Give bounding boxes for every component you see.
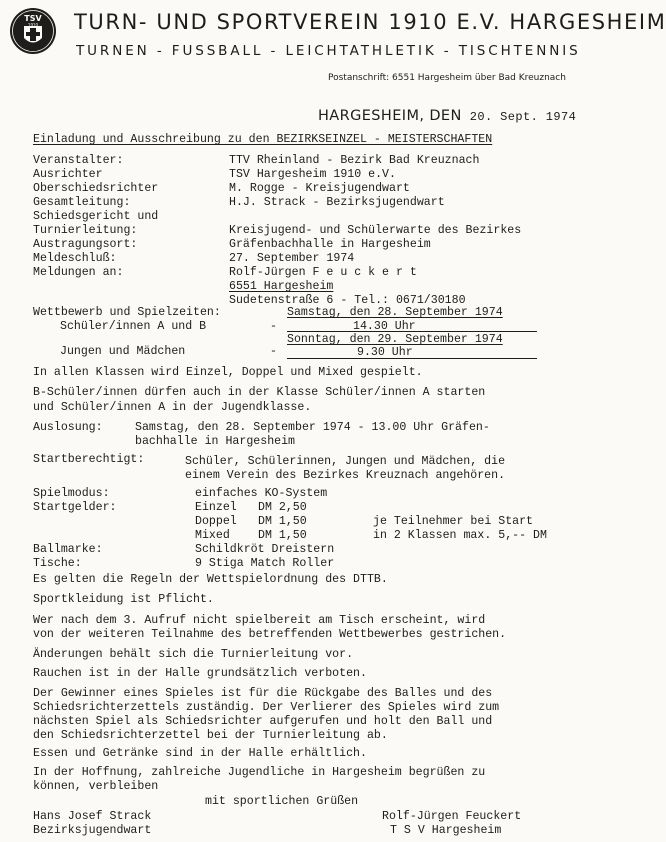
- date-place: HARGESHEIM, DEN: [318, 108, 462, 124]
- detail-label: Veranstalter:: [33, 154, 124, 167]
- detail-value: Rolf-Jürgen F e u c k e r t: [229, 266, 417, 279]
- fee-name: Einzel: [195, 501, 237, 514]
- fee-name: Doppel: [195, 515, 237, 528]
- draw-label: Auslosung:: [33, 421, 103, 434]
- detail-value: 27. September 1974: [229, 252, 355, 265]
- details-labels: [33, 154, 158, 280]
- schedule-time-1: 14.30 Uhr: [353, 320, 416, 333]
- schedule-group-2: Jungen und Mädchen: [60, 345, 186, 358]
- signature-right-name: Rolf-Jürgen Feuckert: [382, 810, 522, 823]
- detail-label: Austragungsort:: [33, 238, 138, 251]
- detail-label: Gesamtleitung:: [33, 196, 131, 209]
- draw-line-2: bachhalle in Hargesheim: [135, 435, 296, 448]
- tables-value: 9 Stiga Match Roller: [195, 557, 335, 570]
- club-crest-logo: [8, 6, 58, 56]
- schedule-group-1: Schüler/innen A und B: [60, 320, 207, 333]
- schedule-rule: [287, 358, 537, 359]
- date-line: [318, 108, 576, 124]
- rule-paragraph: nächsten Spiel als Schiedsrichter aufgerufen und holt den Ball und: [33, 715, 493, 728]
- rule-paragraph: Es gelten die Regeln der Wettspielordnung des DTTB.: [33, 573, 388, 586]
- detail-value: TTV Rheinland - Bezirk Bad Kreuznach: [229, 154, 480, 167]
- b-note-line-1: B-Schüler/innen dürfen auch in der Klasse Schüler/innen A starten: [33, 386, 486, 399]
- rule-paragraph: können, verbleiben: [33, 780, 159, 793]
- fee-amount: DM 1,50: [258, 515, 307, 528]
- schedule-dash: -: [270, 320, 277, 333]
- detail-value: H.J. Strack - Bezirksjugendwart: [229, 196, 445, 209]
- fee-amount: DM 1,50: [258, 529, 307, 542]
- fees-note-1: je Teilnehmer bei Start: [373, 515, 534, 528]
- ball-label: Ballmarke:: [33, 543, 103, 556]
- logo-year: 1910: [27, 22, 39, 28]
- rule-paragraph: In der Hoffnung, zahlreiche Jugendliche in Hargesheim begrüßen zu: [33, 766, 486, 779]
- detail-value: Gräfenbachhalle in Hargesheim: [229, 238, 431, 251]
- postal-address: Postanschrift: 6551 Hargesheim über Bad Kreuznach: [328, 73, 566, 83]
- detail-value: M. Rogge - Kreisjugendwart: [229, 182, 410, 195]
- schedule-day-2: Sonntag, den 29. September 1974: [287, 333, 503, 346]
- rule-paragraph: Änderungen behält sich die Turnierleitung vor.: [33, 648, 354, 661]
- tables-label: Tische:: [33, 557, 82, 570]
- detail-label: Turnierleitung:: [33, 224, 138, 237]
- schedule-rule: [287, 331, 537, 332]
- detail-value: TSV Hargesheim 1910 e.V.: [229, 168, 396, 181]
- rule-paragraph: Wer nach dem 3. Aufruf nicht spielbereit am Tisch erscheint, wird: [33, 614, 486, 627]
- rule-paragraph: den Schiedsrichterzettel bei der Turnierleitung ab.: [33, 729, 388, 742]
- schedule-heading: Wettbewerb und Spielzeiten:: [33, 306, 221, 319]
- detail-value: Sudetenstraße 6 - Tel.: 0671/30180: [229, 294, 466, 307]
- eligibility-label: Startberechtigt:: [33, 453, 145, 466]
- eligibility-line-1: Schüler, Schülerinnen, Jungen und Mädchen, die: [185, 455, 506, 468]
- club-name: TURN- UND SPORTVEREIN 1910 E.V. HARGESHEIM: [74, 10, 666, 34]
- document-title: Einladung und Ausschreibung zu den BEZIRKSEINZEL - MEISTERSCHAFTEN: [33, 133, 493, 146]
- fee-name: Mixed: [195, 529, 230, 542]
- fees-note-2: in 2 Klassen max. 5,-- DM: [373, 529, 547, 542]
- schedule-dash: -: [270, 345, 277, 358]
- ball-value: Schildkröt Dreistern: [195, 543, 335, 556]
- fees-label: Startgelder:: [33, 501, 117, 514]
- rule-paragraph: Rauchen ist in der Halle grundsätzlich verboten.: [33, 667, 367, 680]
- rule-paragraph: Schiedsrichterzettels zuständig. Der Verlierer des Spieles wird zum: [33, 701, 500, 714]
- closing-greeting: mit sportlichen Grüßen: [205, 795, 359, 808]
- rule-paragraph: von der weiteren Teilnahme des betreffenden Wettbewerbes gestrichen.: [33, 628, 507, 641]
- eligibility-line-2: einem Verein des Bezirkes Kreuznach angehören.: [185, 469, 506, 482]
- detail-label: Schiedsgericht und: [33, 210, 159, 223]
- signature-left-title: Bezirksjugendwart: [33, 824, 152, 837]
- letter-date: 20. Sept. 1974: [469, 110, 577, 124]
- detail-label: Oberschiedsrichter: [33, 182, 159, 195]
- detail-value: Kreisjugend- und Schülerwarte des Bezirkes: [229, 224, 522, 237]
- schedule-day-1: Samstag, den 28. September 1974: [287, 306, 503, 319]
- rule-paragraph: Essen und Getränke sind in der Halle erhältlich.: [33, 747, 367, 760]
- classes-note: In allen Klassen wird Einzel, Doppel und Mixed gespielt.: [33, 366, 423, 379]
- detail-label: Meldungen an:: [33, 266, 124, 279]
- draw-line-1: Samstag, den 28. September 1974 - 13.00 Uhr Gräfen-: [135, 421, 490, 434]
- mode-label: Spielmodus:: [33, 487, 110, 500]
- detail-label: Meldeschluß:: [33, 252, 117, 265]
- schedule-time-2: 9.30 Uhr: [357, 346, 413, 359]
- details-values: [229, 154, 521, 308]
- signature-right-title: T S V Hargesheim: [390, 824, 502, 837]
- signature-left-name: Hans Josef Strack: [33, 810, 152, 823]
- rule-paragraph: Sportkleidung ist Pflicht.: [33, 593, 214, 606]
- logo-text: TSV: [24, 14, 42, 23]
- rule-paragraph: Der Gewinner eines Spieles ist für die Rückgabe des Balles und des: [33, 687, 493, 700]
- club-sports: TURNEN - FUSSBALL - LEICHTATHLETIK - TISCHTENNIS: [76, 43, 581, 59]
- detail-label: Ausrichter: [33, 168, 103, 181]
- detail-value: 6551 Hargesheim: [229, 280, 334, 293]
- fee-amount: DM 2,50: [258, 501, 307, 514]
- b-note-line-2: und Schüler/innen A in der Jugendklasse.: [33, 401, 312, 414]
- mode-value: einfaches KO-System: [195, 487, 328, 500]
